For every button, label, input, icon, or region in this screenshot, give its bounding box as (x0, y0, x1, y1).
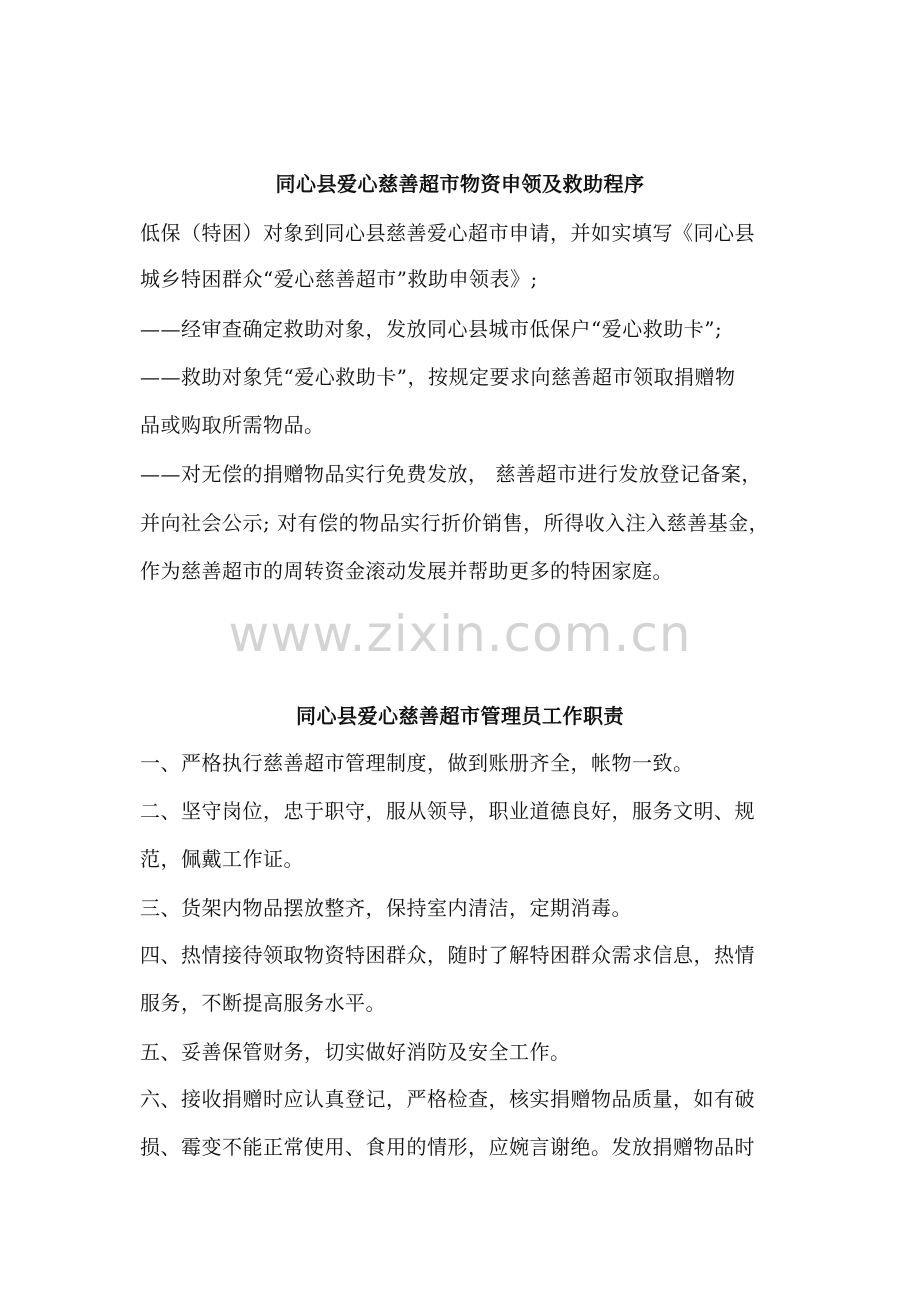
watermark: www.zixin.com.cn (228, 605, 692, 663)
duty-line: 损、霉变不能正常使用、食用的情形，应婉言谢绝。发放捐赠物品时 (140, 1135, 755, 1159)
procedure-line: ——对无偿的捐赠物品实行免费发放， 慈善超市进行发放登记备案， (140, 462, 762, 486)
duty-line: 六、接收捐赠时应认真登记，严格检查，核实捐赠物品质量，如有破 (140, 1087, 755, 1111)
duty-line: 一、严格执行慈善超市管理制度，做到账册齐全，帐物一致。 (140, 751, 694, 775)
duty-line: 二、坚守岗位，忠于职守，服从领导，职业道德良好，服务文明、规 (140, 799, 755, 823)
procedure-line: ——经审查确定救助对象，发放同心县城市低保户“爱心救助卡”; (140, 317, 723, 341)
duty-line: 服务，不断提高服务水平。 (140, 991, 386, 1015)
procedure-line: 并向社会公示; 对有偿的物品实行折价销售，所得收入注入慈善基金， (140, 511, 770, 535)
section-title-duties: 同心县爱心慈善超市管理员工作职责 (296, 704, 624, 728)
duty-line: 五、妥善保管财务，切实做好消防及安全工作。 (140, 1040, 571, 1064)
procedure-line: 品或购取所需物品。 (140, 413, 325, 437)
procedure-line: 城乡特困群众“爱心慈善超市”救助申领表》; (140, 267, 538, 291)
section-title-procedure: 同心县爱心慈善超市物资申领及救助程序 (275, 172, 645, 196)
procedure-line: ——救助对象凭“爱心救助卡”，按规定要求向慈善超市领取捐赠物 (140, 365, 736, 389)
duty-line: 范，佩戴工作证。 (140, 847, 304, 871)
duty-line: 四、热情接待领取物资特困群众，随时了解特困群众需求信息，热情 (140, 943, 755, 967)
procedure-line: 低保（特困）对象到同心县慈善爱心超市申请，并如实填写《同心县 (140, 221, 755, 245)
duty-line: 三、货架内物品摆放整齐，保持室内清洁，定期消毒。 (140, 896, 632, 920)
procedure-line: 作为慈善超市的周转资金滚动发展并帮助更多的特困家庭。 (140, 559, 673, 583)
